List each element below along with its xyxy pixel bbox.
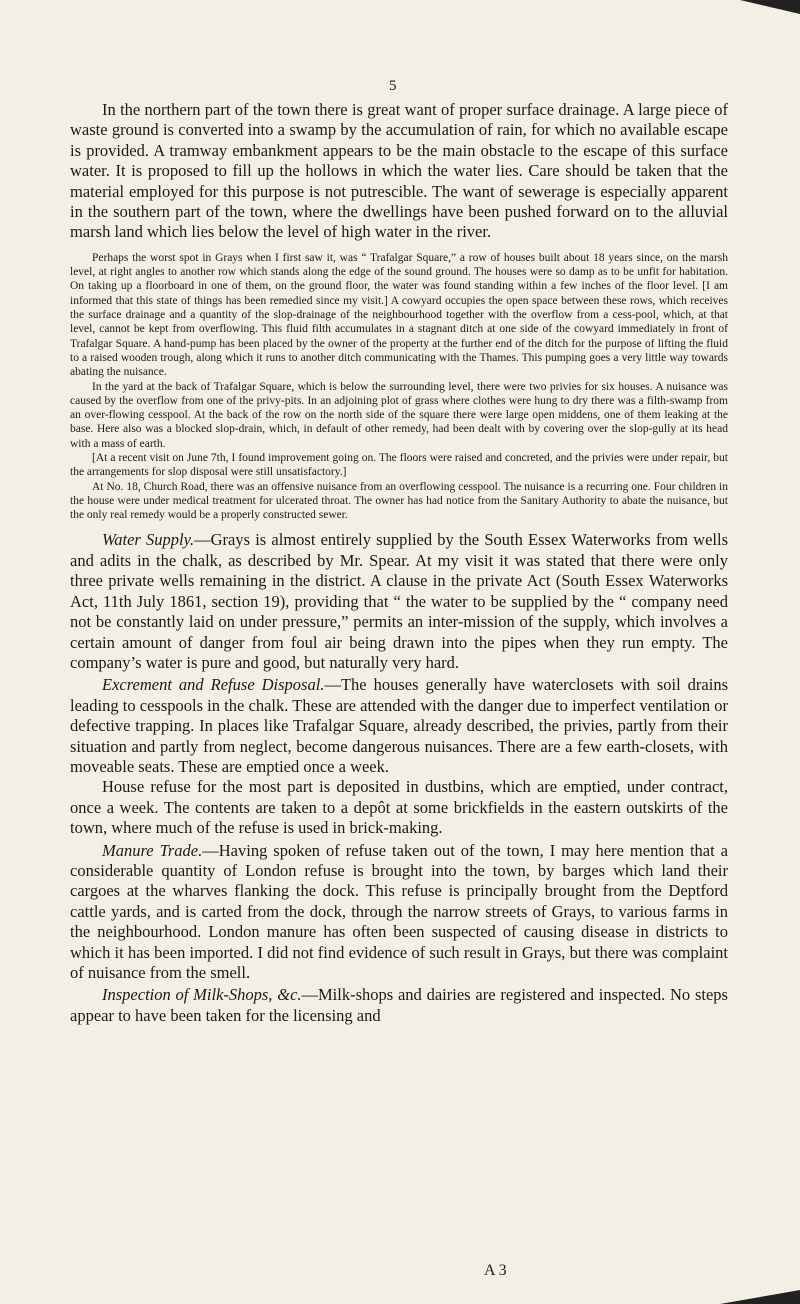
section-water-supply [70,530,728,673]
small-print-block [70,251,728,523]
section-heading: Inspection of Milk-Shops, &c. [102,985,302,1005]
section-text: —Grays is almost entirely supplied by the South Essex Waterworks from wells and adits in the chalk, as described by Mr. Spear. At my visit it was stated that there were only three private wells remaining in the district. A clause in the private Act (South Essex Waterworks Act, 11th July 1861, section 19), providing that “ the water to be supplied by the “ company need not be constantly laid on under pressure,” permits an inter-mission of the supply, which involves a certain amount of danger from foul air being drawn into the pipes when they run empty. The company’s water is pure and good, but naturally very hard. [70,530,728,672]
small-paragraph-church-road: At No. 18, Church Road, there was an offensive nuisance from an overflowing cesspool. The nuisance is a recurring one. Four children in the house were under medical treatment for ulcerated throat. The owner has had notice from the Sanitary Authority to abate the nuisance, but the only real remedy would be a properly constructed sewer. [70,480,728,522]
section-heading: Manure Trade. [102,840,203,860]
section-heading: Excrement and Refuse Disposal. [102,675,325,695]
section-text: House refuse for the most part is deposited in dustbins, which are emptied, under contract, once a week. The contents are taken to a depôt at some brickfields in the eastern outskirts of the town, where much of the refuse is used in brick-making. [70,777,728,838]
page-edge-shadow [740,0,800,14]
section-text: —The houses generally have waterclosets with soil drains leading to cesspools in the chalk. These are attended with the danger due to imperfect ventilation or defective trapping. In places like Trafalgar Square, already described, the privies, partly from their situation and partly from neglect, become dangerous nuisances. There are a few earth-closets, with moveable seats. These are emptied once a week. [70,675,728,776]
section-milk-shops [70,985,728,1026]
section-text: —Having spoken of refuse taken out of the town, I may here mention that a considerable quantity of London refuse is brought into the town, by barges which land their cargoes at the wharves flanking the dock. This refuse is principally brought from the Deptford cattle yards, and is carted from the dock, through the narrow streets of Grays, to various farms in the neighbourhood. London manure has often been suspected of causing disease in districts to which it has been imported. I did not find evidence of such result in Grays, but there was complaint of nuisance from the smell. [70,840,729,983]
page-body [70,100,728,1026]
section-house-refuse [70,777,728,838]
small-paragraph-trafalgar-square: Perhaps the worst spot in Grays when I first saw it, was “ Trafalgar Square,” a row of houses built about 18 years since, on the marsh level, at right angles to another row which stands along the edge of the sound ground. The houses were so damp as to be unfit for habitation. On taking up a floorboard in one of them, on the ground floor, the water was found standing within a few inches of the floor level. [I am informed that this state of things has been remedied since my visit.] A cowyard occupies the open space between these rows, which receives the surface drainage and a quantity of the slop-drainage of the neighbourhood together with the overflow from a cess-pool, which, at that level, cannot be kept from overflowing. This fluid filth accumulates in a stagnant ditch at one side of the cowyard immediately in front of Trafalgar Square. A hand-pump has been placed by the owner of the property at the further end of the ditch for the purpose of lifting the fluid to a raised wooden trough, along which it runs to another ditch communicating with the Thames. This pumping goes a very little way towards abating the nuisance. [70,251,728,379]
page-number: 5 [389,78,397,94]
section-heading: Water Supply. [102,530,195,550]
section-text: —Milk-shops and dairies are registered and inspected. No steps appear to have been taken for the licensing and [70,985,728,1025]
section-manure-trade [70,841,728,984]
section-excrement-refuse [70,675,728,777]
page-edge-shadow [720,1290,800,1304]
small-paragraph-yard: In the yard at the back of Trafalgar Square, which is below the surrounding level, there were two privies for six houses. A nuisance was caused by the overflow from one of the privy-pits. In an adjoining plot of grass where clothes were hung to dry there was a filth-swamp from an over-flowing cesspool. At the back of the row on the north side of the square there were large open middens, one of them leaking at the base. Here also was a blocked slop-drain, which, in default of other remedy, had been dealt with by covering over the slop-gully at its head with a mass of earth. [70,380,728,450]
small-paragraph-recent-visit: [At a recent visit on June 7th, I found improvement going on. The floors were raised and concreted, and the privies were under repair, but the arrangements for slop disposal were still unsatisfactory.] [70,452,728,479]
paragraph-drainage: In the northern part of the town there is great want of proper surface drainage. A large piece of waste ground is converted into a swamp by the accumulation of rain, for which no available escape is provided. A tramway embankment appears to be the main obstacle to the escape of this surface water. It is proposed to fill up the hollows in which the water lies. Care should be taken that the material employed for this purpose is not putrescible. The want of sewerage is especially apparent in the southern part of the town, where the dwellings have been pushed forward on to the alluvial marsh land which lies below the level of high water in the river. [70,100,728,242]
signature-mark: A 3 [484,1262,507,1279]
